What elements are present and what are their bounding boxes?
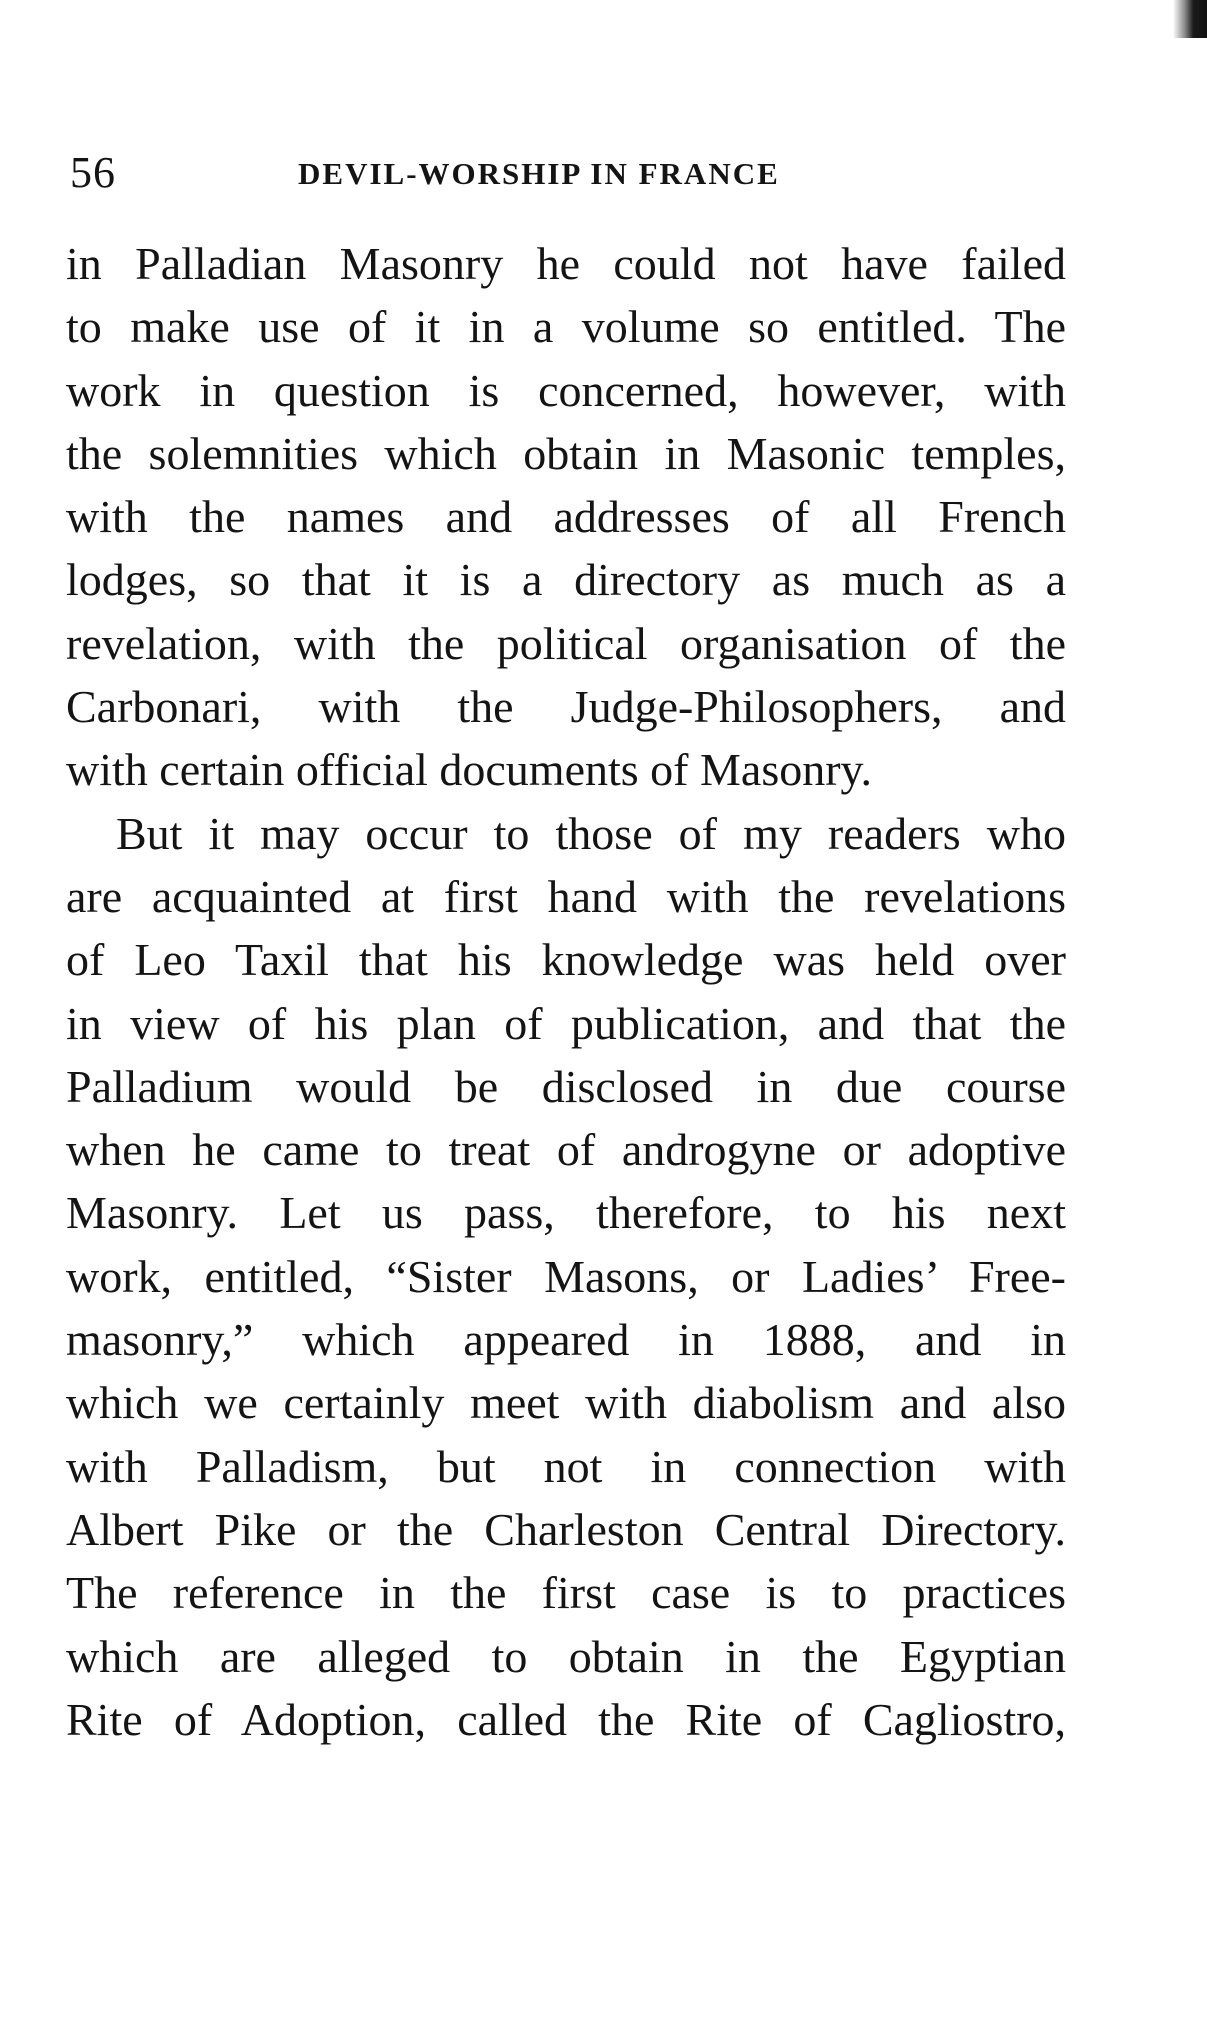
text-line: when he came to treat of androgyne or adoptive <box>66 1124 1066 1176</box>
paragraph-start-line: But it may occur to those of my readers who <box>116 807 1066 859</box>
text-line: Albert Pike or the Charleston Central Directory. <box>66 1503 1066 1555</box>
text-line: the solemnities which obtain in Masonic temples, <box>66 427 1066 479</box>
text-line: in view of his plan of publication, and that the <box>66 997 1066 1049</box>
text-line: which we certainly meet with diabolism and also <box>66 1377 1066 1429</box>
text-line: Carbonari, with the Judge-Philosophers, and <box>66 681 1066 733</box>
text-line: lodges, so that it is a directory as much as a <box>66 554 1066 606</box>
text-line: of Leo Taxil that his knowledge was held over <box>66 934 1066 986</box>
text-line: are acquainted at first hand with the revelations <box>66 870 1066 922</box>
running-head: DEVIL-WORSHIP IN FRANCE <box>298 156 780 191</box>
page-number: 56 <box>70 148 116 197</box>
text-line: to make use of it in a volume so entitled. The <box>66 301 1066 353</box>
text-line: work in question is concerned, however, with <box>66 364 1066 416</box>
text-line: Masonry. Let us pass, therefore, to his next <box>66 1187 1066 1239</box>
body-text <box>66 232 1066 1751</box>
text-line: Palladium would be disclosed in due course <box>66 1060 1066 1112</box>
text-line: which are alleged to obtain in the Egyptian <box>66 1630 1066 1682</box>
text-line: with certain official documents of Masonry. <box>66 744 873 796</box>
text-line: work, entitled, “Sister Masons, or Ladies’ Free- <box>66 1250 1066 1302</box>
page-header <box>70 148 1070 198</box>
text-line: The reference in the first case is to practices <box>66 1567 1066 1619</box>
text-line: revelation, with the political organisation of the <box>66 617 1066 669</box>
text-line: with the names and addresses of all French <box>66 491 1066 543</box>
text-line: masonry,” which appeared in 1888, and in <box>66 1314 1066 1366</box>
text-line: in Palladian Masonry he could not have failed <box>66 238 1066 289</box>
scan-edge-mark <box>1173 0 1207 38</box>
text-line: Rite of Adoption, called the Rite of Cagliostro, <box>66 1693 1066 1745</box>
text-line: with Palladism, but not in connection with <box>66 1440 1066 1492</box>
